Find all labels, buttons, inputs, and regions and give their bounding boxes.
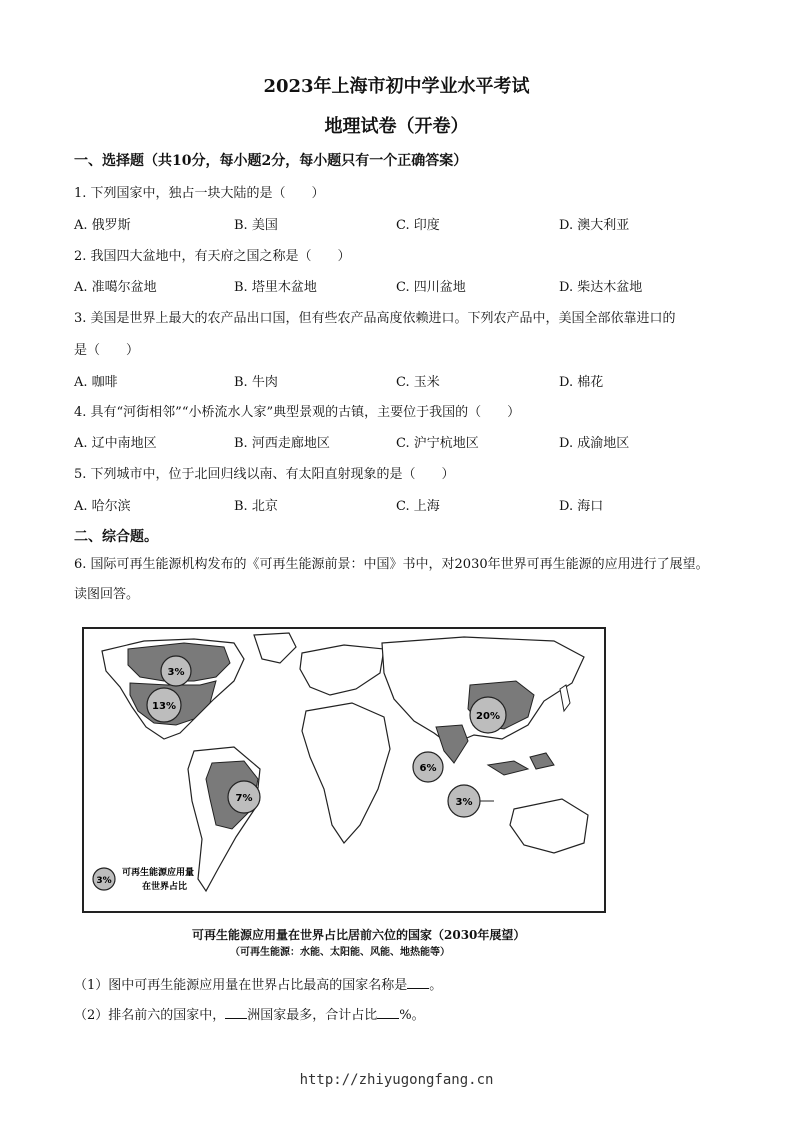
- section2-heading: 二、综合题。: [74, 529, 158, 545]
- option-d: D. 海口: [559, 499, 604, 514]
- bubble-china: [470, 697, 506, 733]
- bubble-label: 6%: [419, 763, 437, 774]
- option-b: B. 河西走廊地区: [234, 436, 330, 451]
- japan-islands: [560, 685, 570, 711]
- australia-landmass: [510, 799, 588, 853]
- option-d: D. 澳大利亚: [559, 218, 630, 233]
- bubble-label: 13%: [152, 701, 176, 712]
- legend-line2: 在世界占比: [142, 882, 188, 892]
- option-b: B. 美国: [234, 218, 278, 233]
- bubble-india: [413, 752, 443, 782]
- option-b: B. 塔里木盆地: [234, 280, 317, 295]
- option-a: A. 咖啡: [74, 375, 118, 390]
- map-caption: 可再生能源应用量在世界占比居前六位的国家（2030年展望）: [192, 928, 526, 942]
- bubble-canada: [161, 656, 191, 686]
- section1-heading: 一、选择题（共10分，每小题2分，每小题只有一个正确答案）: [74, 153, 468, 169]
- subquestion-2-text: （2）排名前六的国家中，: [74, 1008, 226, 1023]
- answer-blank[interactable]: [407, 976, 429, 989]
- question-3-stem-line1: 3. 美国是世界上最大的农产品出口国，但有些农产品高度依赖进口。下列农产品中，美国全部依靠进口的: [74, 311, 676, 326]
- option-c: C. 沪宁杭地区: [396, 436, 479, 451]
- question-5-stem: 5. 下列城市中，位于北回归线以南、有太阳直射现象的是（ ）: [74, 467, 455, 482]
- india-region: [436, 725, 468, 763]
- subquestion-2: [74, 1004, 425, 1023]
- world-map: [84, 629, 604, 911]
- world-map-figure: [82, 627, 606, 913]
- bubble-label: 20%: [476, 711, 500, 722]
- indonesia-islands: [488, 753, 554, 775]
- legend-line1: 可再生能源应用量: [122, 868, 195, 878]
- exam-title: 2023年上海市初中学业水平考试: [263, 76, 530, 97]
- answer-blank[interactable]: [225, 1006, 247, 1019]
- option-a: A. 准噶尔盆地: [74, 280, 157, 295]
- answer-blank[interactable]: [377, 1006, 399, 1019]
- greenland-landmass: [254, 633, 296, 663]
- subquestion-1-end: 。: [429, 978, 443, 993]
- africa-landmass: [302, 703, 390, 843]
- option-c: C. 玉米: [396, 375, 440, 390]
- option-d: D. 成渝地区: [559, 436, 630, 451]
- bubble-usa: [147, 688, 181, 722]
- bubble-label: 3%: [167, 667, 185, 678]
- question-2-stem: 2. 我国四大盆地中，有天府之国之称是（ ）: [74, 249, 351, 264]
- option-c: C. 印度: [396, 218, 440, 233]
- subquestion-2-mid: 洲国家最多，合计占比: [247, 1008, 378, 1023]
- bubble-label: 7%: [235, 793, 253, 804]
- option-c: C. 四川盆地: [396, 280, 466, 295]
- map-legend: [93, 866, 194, 892]
- question-1-stem: 1. 下列国家中，独占一块大陆的是（ ）: [74, 186, 325, 201]
- subquestion-1: [74, 974, 442, 993]
- option-b: B. 北京: [234, 499, 278, 514]
- bubble-brazil: [228, 781, 260, 813]
- bubble-indonesia: [448, 785, 494, 817]
- option-a: A. 俄罗斯: [74, 218, 131, 233]
- option-c: C. 上海: [396, 499, 440, 514]
- subquestion-1-text: （1）图中可再生能源应用量在世界占比最高的国家名称是: [74, 978, 408, 993]
- bubble-label: 3%: [455, 797, 473, 808]
- option-b: B. 牛肉: [234, 375, 278, 390]
- option-d: D. 柴达木盆地: [559, 280, 643, 295]
- question-3-stem-line2: 是（ ）: [74, 343, 140, 358]
- option-a: A. 辽中南地区: [74, 436, 157, 451]
- europe-landmass: [300, 645, 384, 695]
- subquestion-2-end: %。: [399, 1008, 425, 1023]
- map-caption-note: （可再生能源：水能、太阳能、风能、地热能等）: [230, 947, 450, 958]
- option-a: A. 哈尔滨: [74, 499, 131, 514]
- footer-url[interactable]: http://zhiyugongfang.cn: [299, 1072, 494, 1088]
- legend-value: 3%: [96, 876, 112, 886]
- option-d: D. 棉花: [559, 375, 604, 390]
- question-4-stem: 4. 具有“河街相邻”“小桥流水人家”典型景观的古镇，主要位于我国的（ ）: [74, 405, 521, 420]
- question-6-text: 6. 国际可再生能源机构发布的《可再生能源前景：中国》书中，对2030年世界可再生能源的应用进行了展望。读图回答。: [74, 557, 709, 602]
- exam-subtitle: 地理试卷（开卷）: [324, 116, 469, 137]
